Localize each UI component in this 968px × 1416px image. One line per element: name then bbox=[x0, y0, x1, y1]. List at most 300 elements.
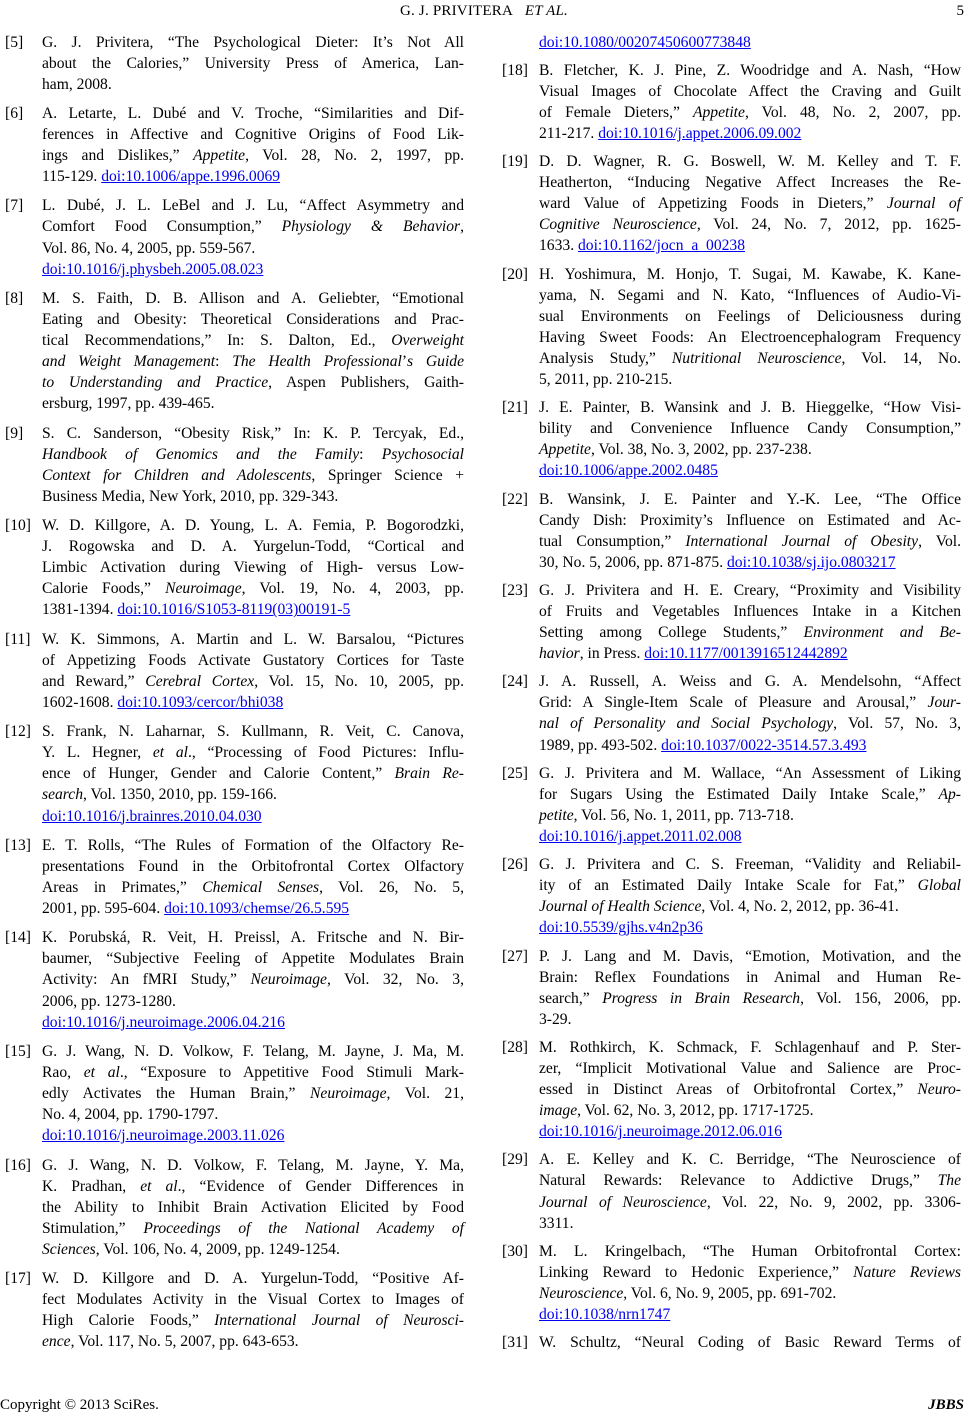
reference-text bbox=[539, 946, 961, 1030]
reference-text bbox=[42, 629, 464, 713]
reference-text bbox=[539, 580, 961, 664]
reference-line bbox=[42, 806, 464, 827]
italic-title: nal of Personality and Social Psychology bbox=[539, 715, 834, 733]
reference-text bbox=[539, 489, 961, 573]
reference-line bbox=[539, 826, 961, 847]
reference-number: [26] bbox=[502, 856, 528, 874]
reference-line bbox=[539, 896, 961, 917]
reference-number: [8] bbox=[5, 289, 24, 307]
italic-title: et al bbox=[83, 1063, 120, 1081]
italic-title: havior bbox=[539, 645, 580, 663]
italic-title: Cognitive Neuroscience bbox=[539, 216, 697, 234]
reference-line: D. D. Wagner, R. G. Boswell, W. M. Kelley and T. F. bbox=[539, 153, 961, 170]
italic-title: Neuro- bbox=[917, 1081, 961, 1099]
text-segment: search,” bbox=[539, 989, 603, 1007]
reference-line: sual Environments on Feelings of Deliciousness during bbox=[539, 307, 961, 325]
text-segment: Areas in Primates,” bbox=[42, 878, 203, 896]
italic-title: Progress in Brain Research bbox=[602, 989, 801, 1007]
reference-line: yama, N. Segami and N. Kato, “Influences of Audio-Vi- bbox=[539, 286, 961, 304]
reference-line: A. Letarte, L. Dubé and V. Troche, “Similarities and Dif- bbox=[42, 104, 464, 122]
italic-title: Neuroimage bbox=[250, 971, 327, 989]
doi-link[interactable]: doi:10.1016/j.neuroimage.2006.04.216 bbox=[42, 1013, 285, 1031]
reference-text bbox=[42, 1041, 464, 1146]
reference-line: baumer, “Subjective Feeling of Appetite Modulates Brain bbox=[42, 950, 464, 968]
reference-number: [6] bbox=[5, 104, 24, 122]
reference-text bbox=[42, 195, 464, 279]
reference-line: ersburg, 1997, pp. 439-465. bbox=[42, 395, 215, 413]
text-segment: ’ bbox=[401, 353, 408, 371]
reference-line: P. J. Lang and M. Davis, “Emotion, Motivation, and the bbox=[539, 947, 961, 965]
text-segment: 1989, pp. 493-502. bbox=[539, 736, 662, 754]
italic-title: Appetite bbox=[692, 103, 745, 121]
text-segment: : bbox=[359, 445, 382, 463]
text-segment: Comfort Food Consumption,” bbox=[42, 218, 282, 236]
reference-line: bility and Convenience Influence Candy Consumption,” bbox=[539, 420, 961, 438]
reference-line: W. Schultz, “Neural Coding of Basic Reward Terms of bbox=[539, 1334, 961, 1352]
header-etal: ET AL. bbox=[524, 3, 569, 19]
reference-number: [10] bbox=[5, 517, 31, 535]
text-segment: Setting among College Students,” bbox=[539, 624, 804, 642]
text-segment: Analysis Study,” bbox=[539, 349, 672, 367]
italic-title: Psychosocial bbox=[381, 445, 465, 463]
reference-text bbox=[539, 1332, 961, 1353]
text-segment: Natural Rewards: Relevance to Addictive Drugs,” bbox=[539, 1172, 938, 1190]
text-segment: , Aspen Publishers, Gaith- bbox=[268, 374, 464, 392]
references-right-column bbox=[497, 0, 967, 1390]
italic-title: Proceedings of the National Academy of bbox=[143, 1219, 464, 1237]
text-segment: ., “Evidence of Gender Differences in bbox=[177, 1177, 464, 1195]
italic-title: ence bbox=[42, 1333, 71, 1351]
reference-line: S. C. Sanderson, “Obesity Risk,” In: K. P. Tercyak, Ed., bbox=[42, 424, 464, 442]
reference-line bbox=[42, 166, 464, 187]
doi-link[interactable]: doi:10.1038/nrn1747 bbox=[539, 1306, 671, 1324]
reference-line: B. Wansink, J. E. Painter and Y.-K. Lee, “The Office bbox=[539, 490, 961, 508]
italic-title: Journal of Neuroscience bbox=[539, 1193, 707, 1211]
reference-line: M. Rothkirch, K. Schmack, F. Schlagenhauf and P. Ster- bbox=[539, 1038, 961, 1056]
reference-line bbox=[42, 1062, 464, 1083]
text-segment: , Vol. 62, No. 3, 2012, pp. 1717-1725. bbox=[577, 1102, 814, 1120]
reference-number: [29] bbox=[502, 1151, 528, 1169]
text-segment: , Vol. 4, No. 2, 2012, pp. 36-41. bbox=[701, 898, 899, 916]
text-segment: , Vol. 15, No. 10, 2005, pp. bbox=[254, 672, 464, 690]
reference-line: 3311. bbox=[539, 1214, 574, 1232]
reference-line: Brain: Reflex Foundations in Animal and Human Re- bbox=[539, 968, 961, 986]
italic-title: et al bbox=[140, 1177, 178, 1195]
reference-line bbox=[539, 32, 961, 53]
text-segment: , Vol. 106, No. 4, 2009, pp. 1249-1254. bbox=[95, 1240, 340, 1258]
reference-line bbox=[539, 1079, 961, 1100]
reference-line: 2006, pp. 1273-1280. bbox=[42, 992, 176, 1010]
text-segment: , Vol. 57, No. 3, bbox=[833, 715, 961, 733]
reference-text bbox=[539, 854, 961, 938]
text-segment: , Vol. 14, No. bbox=[841, 349, 961, 367]
reference-line: S. Frank, N. Laharnar, S. Kullmann, R. Veit, C. Canova, bbox=[42, 723, 464, 741]
italic-title: Brain Re- bbox=[394, 765, 464, 783]
reference-line bbox=[42, 259, 464, 280]
italic-title: Journal of bbox=[886, 195, 961, 213]
text-segment: ward Value of Appetizing Foods in Dieters,” bbox=[539, 195, 887, 213]
italic-title: and Weight Management bbox=[42, 353, 216, 371]
text-segment: High Calorie Foods,” bbox=[42, 1312, 215, 1330]
text-segment: Activity: An fMRI Study,” bbox=[42, 971, 251, 989]
doi-link[interactable]: doi:10.1016/S1053-8119(03)00191-5 bbox=[117, 601, 351, 619]
doi-link[interactable]: doi:10.1038/sj.ijo.0803217 bbox=[727, 553, 896, 571]
reference-line: Eating and Obesity: Theoretical Considerations and Prac- bbox=[42, 310, 464, 328]
reference-line bbox=[42, 1125, 464, 1146]
reference-line bbox=[539, 1121, 961, 1142]
reference-line bbox=[539, 784, 961, 805]
reference-line bbox=[42, 692, 464, 713]
reference-line: presentations Found in the Orbitofrontal Cortex Olfactory bbox=[42, 857, 464, 875]
reference-line: B. Fletcher, K. J. Pine, Z. Woodridge and A. Nash, “How bbox=[539, 61, 961, 79]
reference-line bbox=[539, 193, 961, 214]
reference-line bbox=[539, 988, 961, 1009]
reference-line: Having Sweet Foods: An Electroencephalogram Frequency bbox=[539, 328, 961, 346]
text-segment: , Vol. 21, bbox=[386, 1085, 465, 1103]
reference-line bbox=[539, 875, 961, 896]
text-segment: tual Consumption,” bbox=[539, 532, 686, 550]
reference-text bbox=[42, 32, 464, 95]
text-segment: and Reward,” bbox=[42, 672, 146, 690]
reference-number: [5] bbox=[5, 33, 24, 51]
italic-title: Neuroimage bbox=[310, 1085, 387, 1103]
reference-line bbox=[42, 784, 464, 805]
reference-line: J. Rogowska and D. A. Yurgelun-Todd, “Cortical and bbox=[42, 538, 464, 556]
doi-link[interactable]: doi:10.1006/appe.2002.0485 bbox=[539, 462, 718, 480]
reference-text bbox=[539, 264, 961, 391]
text-segment: Rao, bbox=[42, 1063, 84, 1081]
reference-line: A. E. Kelley and K. C. Berridge, “The Neuroscience of bbox=[539, 1151, 961, 1169]
italic-title: Jour- bbox=[927, 694, 961, 712]
italic-title: image bbox=[539, 1102, 578, 1120]
reference-text bbox=[42, 103, 464, 187]
reference-line bbox=[42, 578, 464, 599]
reference-line bbox=[539, 1100, 961, 1121]
reference-line: J. A. Russell, A. Weiss and G. A. Mendelsohn, “Affect bbox=[539, 673, 961, 691]
reference-line bbox=[539, 531, 961, 552]
reference-line bbox=[42, 330, 464, 351]
reference-line: ferences in Affective and Cognitive Origins of Food Lik- bbox=[42, 125, 464, 143]
reference-line bbox=[42, 1083, 464, 1104]
page-footer bbox=[0, 1394, 968, 1416]
reference-line bbox=[42, 351, 464, 372]
text-segment: , Vol. 6, No. 9, 2005, pp. 691-702. bbox=[623, 1284, 837, 1302]
reference-line bbox=[42, 671, 464, 692]
reference-line bbox=[42, 1310, 464, 1331]
text-segment: Stimulation,” bbox=[42, 1219, 144, 1237]
italic-title: to Understanding and Practice bbox=[42, 374, 269, 392]
text-segment: , Vol. 19, No. 4, 2003, pp. bbox=[241, 580, 464, 598]
reference-line: K. Porubská, R. Veit, H. Preissl, A. Fritsche and N. Bir- bbox=[42, 929, 464, 947]
reference-number: [28] bbox=[502, 1038, 528, 1056]
reference-line bbox=[42, 763, 464, 784]
reference-number: [9] bbox=[5, 424, 24, 442]
doi-link[interactable]: doi:10.1093/chemse/26.5.595 bbox=[164, 900, 350, 918]
reference-text bbox=[539, 1241, 961, 1325]
reference-text bbox=[42, 721, 464, 826]
reference-line: H. Yoshimura, M. Honjo, T. Sugai, M. Kawabe, K. Kane- bbox=[539, 265, 961, 283]
text-segment: ity of an Estimated Daily Intake Scale for Fat,” bbox=[539, 877, 918, 895]
doi-link[interactable]: doi:10.1016/j.brainres.2010.04.030 bbox=[42, 807, 262, 825]
text-segment: 211-217. bbox=[539, 124, 599, 142]
reference-text bbox=[539, 763, 961, 847]
italic-title: Appetite bbox=[193, 147, 246, 165]
text-segment: 1602-1608. bbox=[42, 693, 118, 711]
text-segment: , Vol. 38, No. 3, 2002, pp. 237-238. bbox=[590, 441, 812, 459]
reference-line bbox=[42, 1331, 464, 1352]
reference-line bbox=[539, 123, 961, 144]
reference-line bbox=[539, 643, 961, 664]
text-segment: , in Press. bbox=[579, 645, 645, 663]
reference-line: G. J. Wang, N. D. Volkow, F. Telang, M. Jayne, Y. Ma, bbox=[42, 1156, 464, 1174]
text-segment: , Vol. bbox=[918, 532, 962, 550]
text-segment: , Vol. 156, 2006, pp. bbox=[800, 989, 961, 1007]
reference-line bbox=[539, 235, 961, 256]
reference-number: [22] bbox=[502, 490, 528, 508]
italic-title: search bbox=[42, 786, 83, 804]
doi-link[interactable]: doi:10.1016/j.appet.2006.09.002 bbox=[598, 124, 802, 142]
reference-number: [25] bbox=[502, 764, 528, 782]
italic-title: Neuroimage bbox=[165, 580, 242, 598]
doi-link[interactable]: doi:10.1006/appe.1996.0069 bbox=[101, 168, 281, 186]
italic-title: The Health Professional bbox=[232, 353, 402, 371]
reference-line bbox=[42, 1239, 464, 1260]
reference-number: [19] bbox=[502, 153, 528, 170]
reference-line bbox=[539, 917, 961, 938]
reference-line bbox=[42, 444, 464, 465]
italic-title: Context for Children and Adolescents bbox=[42, 466, 312, 484]
reference-text bbox=[539, 151, 961, 256]
italic-title: Ap- bbox=[938, 785, 961, 803]
reference-number: [24] bbox=[502, 673, 528, 691]
reference-line: G. J. Privitera and C. S. Freeman, “Validity and Reliabil- bbox=[539, 856, 961, 874]
italic-title: petite bbox=[539, 806, 574, 824]
italic-title: Sciences bbox=[42, 1240, 96, 1258]
reference-number: [31] bbox=[502, 1334, 528, 1352]
text-segment: ence of Hunger, Gender and Calorie Content,” bbox=[42, 765, 395, 783]
text-segment: 2001, pp. 595-604. bbox=[42, 900, 165, 918]
reference-text bbox=[42, 288, 464, 415]
italic-title: Global bbox=[917, 877, 961, 895]
reference-line bbox=[42, 1012, 464, 1033]
reference-number: [11] bbox=[5, 630, 31, 648]
text-segment: , Vol. 24, No. 7, 2012, pp. 1625- bbox=[696, 216, 961, 234]
reference-line bbox=[539, 1192, 961, 1213]
reference-line bbox=[42, 1176, 464, 1197]
text-segment: , Vol. 26, No. 5, bbox=[319, 878, 464, 896]
text-segment: , Springer Science + bbox=[311, 466, 464, 484]
italic-title: Appetite bbox=[539, 441, 591, 459]
reference-number: [14] bbox=[5, 929, 31, 947]
reference-line: of Appetizing Foods Activate Gustatory Cortices for Taste bbox=[42, 651, 464, 669]
text-segment: edly Activates the Human Brain,” bbox=[42, 1085, 311, 1103]
reference-line bbox=[539, 622, 961, 643]
text-segment: 1381-1394. bbox=[42, 601, 118, 619]
italic-title: Chemical Senses bbox=[202, 878, 320, 896]
doi-link[interactable]: doi:10.1016/j.appet.2011.02.008 bbox=[539, 827, 742, 845]
reference-line: M. S. Faith, D. B. Allison and A. Geliebter, “Emotional bbox=[42, 289, 464, 307]
reference-number: [23] bbox=[502, 581, 528, 599]
italic-title: Physiology & Behavior bbox=[281, 218, 461, 236]
reference-line: Visual Images of Chocolate Affect the Craving and Guilt bbox=[539, 82, 961, 100]
italic-title: et al bbox=[152, 744, 188, 762]
text-segment: Calorie Foods,” bbox=[42, 580, 166, 598]
reference-text bbox=[539, 32, 961, 53]
reference-line: M. L. Kringelbach, “The Human Orbitofrontal Cortex: bbox=[539, 1242, 961, 1260]
text-segment: ., “Exposure to Appetitive Food Stimuli Mark- bbox=[119, 1063, 464, 1081]
reference-line bbox=[42, 877, 464, 898]
text-segment: , Vol. 117, No. 5, 2007, pp. 643-653. bbox=[70, 1333, 299, 1351]
italic-title: Handbook of Genomics and the Family bbox=[42, 445, 360, 463]
reference-line: 5, 2011, pp. 210-215. bbox=[539, 370, 673, 388]
reference-text bbox=[42, 835, 464, 919]
reference-line: G. J. Wang, N. D. Volkow, F. Telang, M. Jayne, J. Ma, M. bbox=[42, 1042, 464, 1060]
reference-line bbox=[42, 372, 464, 393]
reference-line: fect Modulates Activity in the Visual Cortex to Images of bbox=[42, 1291, 464, 1309]
text-segment: Linking Reward to Hedonic Experience,” bbox=[539, 1263, 854, 1281]
reference-number: [16] bbox=[5, 1156, 31, 1174]
reference-line: Limbic Activation during Viewing of High- versus Low- bbox=[42, 559, 464, 577]
reference-line bbox=[539, 214, 961, 235]
reference-text bbox=[539, 1037, 961, 1142]
italic-title: Neuroscience bbox=[539, 1284, 624, 1302]
text-segment: for Sugars Using the Estimated Daily Intake Scale,” bbox=[539, 785, 939, 803]
reference-line: E. T. Rolls, “The Rules of Formation of the Olfactory Re- bbox=[42, 836, 464, 854]
reference-text bbox=[539, 397, 961, 481]
text-segment: , Vol. 22, No. 9, 2002, pp. 3306- bbox=[706, 1193, 961, 1211]
reference-line bbox=[42, 969, 464, 990]
reference-line bbox=[539, 1304, 961, 1325]
italic-title: International Journal of Obesity bbox=[685, 532, 919, 550]
reference-number: [21] bbox=[502, 399, 528, 417]
reference-line: W. K. Simmons, A. Martin and L. W. Barsalou, “Pictures bbox=[42, 630, 464, 648]
italic-title: The bbox=[937, 1172, 961, 1190]
reference-number: [17] bbox=[5, 1270, 31, 1288]
text-segment: essed in Distinct Areas of Orbitofrontal Cortex,” bbox=[539, 1081, 918, 1099]
reference-line: G. J. Privitera and H. E. Creary, “Proximity and Visibility bbox=[539, 581, 961, 599]
reference-text bbox=[42, 1268, 464, 1352]
doi-link[interactable]: doi:10.1016/j.physbeh.2005.08.023 bbox=[42, 260, 264, 278]
reference-line: No. 4, 2004, pp. 1790-1797. bbox=[42, 1106, 219, 1124]
text-segment: , Vol. 32, No. 3, bbox=[326, 971, 464, 989]
reference-number: [27] bbox=[502, 947, 528, 965]
reference-text bbox=[42, 515, 464, 620]
reference-line: G. J. Privitera and M. Wallace, “An Assessment of Liking bbox=[539, 764, 961, 782]
reference-line bbox=[539, 692, 961, 713]
journal-abbreviation: JBBS bbox=[928, 1397, 964, 1413]
reference-number: [12] bbox=[5, 723, 31, 741]
reference-line: Vol. 86, No. 4, 2005, pp. 559-567. bbox=[42, 239, 256, 257]
reference-line bbox=[539, 460, 961, 481]
reference-line: Candy Dish: Proximity’s Influence on Estimated and Ac- bbox=[539, 511, 961, 529]
reference-line bbox=[42, 599, 464, 620]
reference-line: of Fruits and Vegetables Influences Intake in a Kitchen bbox=[539, 602, 961, 620]
doi-link[interactable]: doi:10.1016/j.neuroimage.2003.11.026 bbox=[42, 1127, 285, 1145]
reference-line bbox=[539, 439, 961, 460]
text-segment: ., “Processing of Food Pictures: Influ- bbox=[188, 744, 464, 762]
italic-title: Environment and Be- bbox=[803, 624, 961, 642]
italic-title: Nutritional Neuroscience bbox=[671, 349, 842, 367]
text-segment: Y. L. Hegner, bbox=[42, 744, 153, 762]
text-segment: , Vol. 1350, 2010, pp. 159-166. bbox=[83, 786, 277, 804]
text-segment: ings and Dislikes,” bbox=[42, 147, 194, 165]
text-segment: tical Recommendations,” In: S. Dalton, Ed., bbox=[42, 332, 392, 350]
reference-line: zer, “Implicit Motivational Value and Salience are Proc- bbox=[539, 1059, 961, 1077]
italic-title: Cerebral Cortex bbox=[145, 672, 255, 690]
reference-line bbox=[539, 1283, 961, 1304]
reference-number: [30] bbox=[502, 1242, 528, 1260]
reference-line: Business Media, New York, 2010, pp. 329-343. bbox=[42, 487, 339, 505]
header-authors: G. J. PRIVITERA bbox=[399, 3, 513, 19]
reference-line bbox=[539, 102, 961, 123]
italic-title: International Journal of Neurosci- bbox=[214, 1312, 464, 1330]
text-segment: K. Pradhan, bbox=[42, 1177, 141, 1195]
reference-text bbox=[42, 927, 464, 1032]
references-left-column bbox=[0, 0, 470, 1390]
reference-text bbox=[42, 1155, 464, 1260]
italic-title: Journal of Health Science bbox=[539, 898, 702, 916]
reference-line: ham, 2008. bbox=[42, 75, 112, 93]
text-segment: 1633. bbox=[539, 237, 578, 255]
reference-line: Heatherton, “Inducing Negative Affect Increases the Re- bbox=[539, 174, 961, 192]
reference-line: L. Dubé, J. L. LeBel and J. Lu, “Affect Asymmetry and bbox=[42, 197, 464, 215]
italic-title: Nature Reviews bbox=[853, 1263, 961, 1281]
text-segment: of Female Dieters,” bbox=[539, 103, 693, 121]
copyright-notice: Copyright © 2013 SciRes. bbox=[0, 1397, 159, 1413]
reference-line bbox=[42, 742, 464, 763]
text-segment: , Vol. 48, No. 2, 2007, pp. bbox=[744, 103, 961, 121]
doi-link[interactable]: doi:10.1162/jocn_a_00238 bbox=[577, 237, 746, 255]
text-segment: , Vol. 56, No. 1, 2011, pp. 713-718. bbox=[573, 806, 794, 824]
reference-line: 3-29. bbox=[539, 1010, 572, 1028]
reference-line bbox=[42, 1218, 464, 1239]
reference-line: J. E. Painter, B. Wansink and J. B. Hieggelke, “How Visi- bbox=[539, 399, 961, 417]
text-segment: , Vol. 28, No. 2, 1997, pp. bbox=[245, 147, 465, 165]
doi-link[interactable]: doi:10.5539/gjhs.v4n2p36 bbox=[539, 919, 703, 937]
text-segment: 115-129. bbox=[42, 168, 102, 186]
text-segment: Grid: A Single-Item Scale of Pleasure and Arousal,” bbox=[539, 694, 928, 712]
reference-line bbox=[539, 1170, 961, 1191]
reference-line: the Ability to Inhibit Brain Activation Elicited by Food bbox=[42, 1198, 464, 1216]
doi-link[interactable]: doi:10.1177/0013916512442892 bbox=[644, 645, 848, 663]
reference-number: [18] bbox=[502, 61, 528, 79]
text-segment: , bbox=[460, 218, 465, 236]
doi-link[interactable]: doi:10.1016/j.neuroimage.2012.06.016 bbox=[539, 1123, 782, 1141]
doi-link[interactable]: doi:10.1037/0022-3514.57.3.493 bbox=[661, 736, 867, 754]
reference-line bbox=[42, 898, 464, 919]
doi-link[interactable]: doi:10.1093/cercor/bhi038 bbox=[117, 693, 284, 711]
reference-line bbox=[539, 348, 961, 369]
text-segment: 30, No. 5, 2006, pp. 871-875. bbox=[539, 553, 727, 571]
reference-text bbox=[539, 1149, 961, 1233]
reference-text bbox=[42, 423, 464, 507]
reference-line bbox=[42, 465, 464, 486]
reference-line bbox=[539, 552, 961, 573]
text-segment: : bbox=[215, 353, 233, 371]
reference-text bbox=[539, 60, 961, 144]
reference-line bbox=[539, 805, 961, 826]
reference-number: [7] bbox=[5, 197, 24, 215]
reference-line: W. D. Killgore and D. A. Yurgelun-Todd, “Positive Af- bbox=[42, 1270, 464, 1288]
reference-line bbox=[539, 735, 961, 756]
reference-line: about the Calories,” University Press of America, Lan- bbox=[42, 54, 464, 72]
reference-number: [20] bbox=[502, 265, 528, 283]
reference-line: W. D. Killgore, A. D. Young, L. A. Femia, P. Bogorodzki, bbox=[42, 517, 464, 535]
reference-text bbox=[539, 671, 961, 755]
page-number: 5 bbox=[956, 3, 964, 19]
reference-line bbox=[42, 216, 464, 237]
doi-link[interactable]: doi:10.1080/00207450600773848 bbox=[539, 33, 751, 51]
